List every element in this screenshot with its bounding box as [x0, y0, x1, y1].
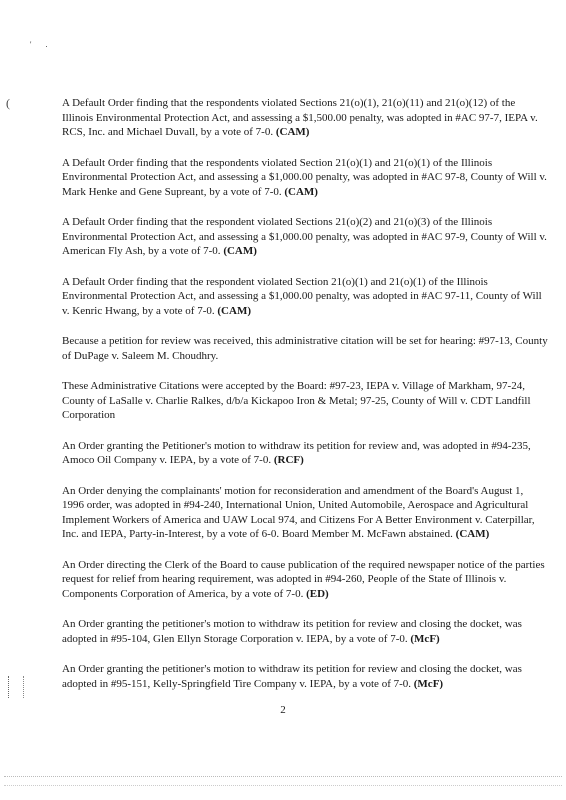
left-margin-scan-mark: (: [6, 96, 10, 110]
paragraph-text: A Default Order finding that the respondent violated Sections 21(o)(2) and 21(o)(3) of the Illinois Environmental Protection Act, and assessing a $1,000.00 penalty, was adopted in #AC 97-9, County of Will v. American Fly Ash, by a vote of 7-0.: [62, 216, 547, 257]
paragraph-text: An Order granting the petitioner's motion to withdraw its petition for review and closing the docket, was adopted in #95-151, Kelly-Springfield Tire Company v. IEPA, by a vote of 7-0.: [62, 663, 522, 690]
paragraph-initials: (RCF): [273, 454, 304, 466]
paragraph-initials: (ED): [306, 587, 329, 600]
paragraph-text: An Order directing the Clerk of the Board to cause publication of the required newspaper notice of the parties request for relief from hearing requirement, was adopted in #94-260, People of the State of Illinois v. Components Corporation of America, by a vote of 7-0.: [62, 558, 545, 600]
corner-scan-mark: ' .: [30, 40, 54, 49]
scan-noise-bottom: [4, 776, 562, 786]
paragraph-3: [62, 215, 548, 259]
left-margin-scan-artifact: [8, 676, 24, 698]
page-number: 2: [280, 704, 286, 716]
paragraph-initials: (CAM): [223, 245, 257, 257]
paragraph-8: [62, 484, 548, 542]
paragraph-initials: (CAM): [275, 126, 310, 138]
paragraph-10: [62, 617, 548, 646]
paragraph-text: An Order denying the complainants' motion for reconsideration and amendment of the Board's August 1, 1996 order, was adopted in #94-240, International Union, United Automobile, Aerospace and Agricultural Implement Workers of America and UAW Local 974, and Citizens For A Better Environment v. Caterpillar, Inc. and IEPA, Party-in-Interest, by a vote of 6-0. Board Member M. McFawn abstained.: [62, 484, 535, 540]
paragraph-6: [62, 379, 548, 423]
paragraph-5: [62, 334, 548, 363]
paragraph-2: [62, 156, 548, 200]
document-body: [62, 96, 548, 707]
paragraph-text: A Default Order finding that the respondents violated Sections 21(o)(1), 21(o)(11) and 21(o)(12) of the Illinois Environmental Protection Act, and assessing a $1,500.00 penalty, was adopted in #AC 97-7, IEPA v. RCS, Inc. and Michael Duvall, by a vote of 7-0.: [62, 97, 538, 138]
paragraph-initials: (CAM): [217, 304, 251, 317]
paragraph-initials: (CAM): [455, 528, 490, 540]
paragraph-text: An Order granting the petitioner's motion to withdraw its petition for review and closing the docket, was adopted in #95-104, Glen Ellyn Storage Corporation v. IEPA, by a vote of 7-0.: [62, 618, 522, 645]
paragraph-text: Because a petition for review was received, this administrative citation will be set for hearing: #97-13, County of DuPage v. Saleem M. Choudhry.: [62, 335, 548, 362]
paragraph-9: [62, 558, 548, 602]
paragraph-initials: (CAM): [284, 185, 318, 198]
paragraph-1: [62, 96, 548, 140]
paragraph-initials: (McF): [410, 632, 440, 645]
paragraph-text: A Default Order finding that the respondents violated Section 21(o)(1) and 21(o)(1) of the Illinois Environmental Protection Act, and assessing a $1,000.00 penalty, was adopted in #AC 97-8, County of Will v. Mark Henke and Gene Supreant, by a vote of 7-0.: [62, 156, 547, 198]
paragraph-text: These Administrative Citations were accepted by the Board: #97-23, IEPA v. Village of Markham, 97-24, County of LaSalle v. Charlie Ralkes, d/b/a Kickapoo Iron & Metal; 97-25, County of Will v. CDT Landfill Corporation: [62, 380, 531, 421]
paragraph-initials: (McF): [413, 677, 444, 690]
paragraph-4: [62, 275, 548, 319]
paragraph-7: [62, 439, 548, 468]
paragraph-text: An Order granting the Petitioner's motion to withdraw its petition for review and, was adopted in #94-235, Amoco Oil Company v. IEPA, by a vote of 7-0.: [62, 439, 531, 466]
paragraph-text: A Default Order finding that the respondent violated Section 21(o)(1) and 21(o)(1) of the Illinois Environmental Protection Act, and assessing a $1,000.00 penalty, was adopted in #AC 97-11, County of Will v. Kenric Hwang, by a vote of 7-0.: [62, 275, 542, 317]
paragraph-11: [62, 662, 548, 691]
